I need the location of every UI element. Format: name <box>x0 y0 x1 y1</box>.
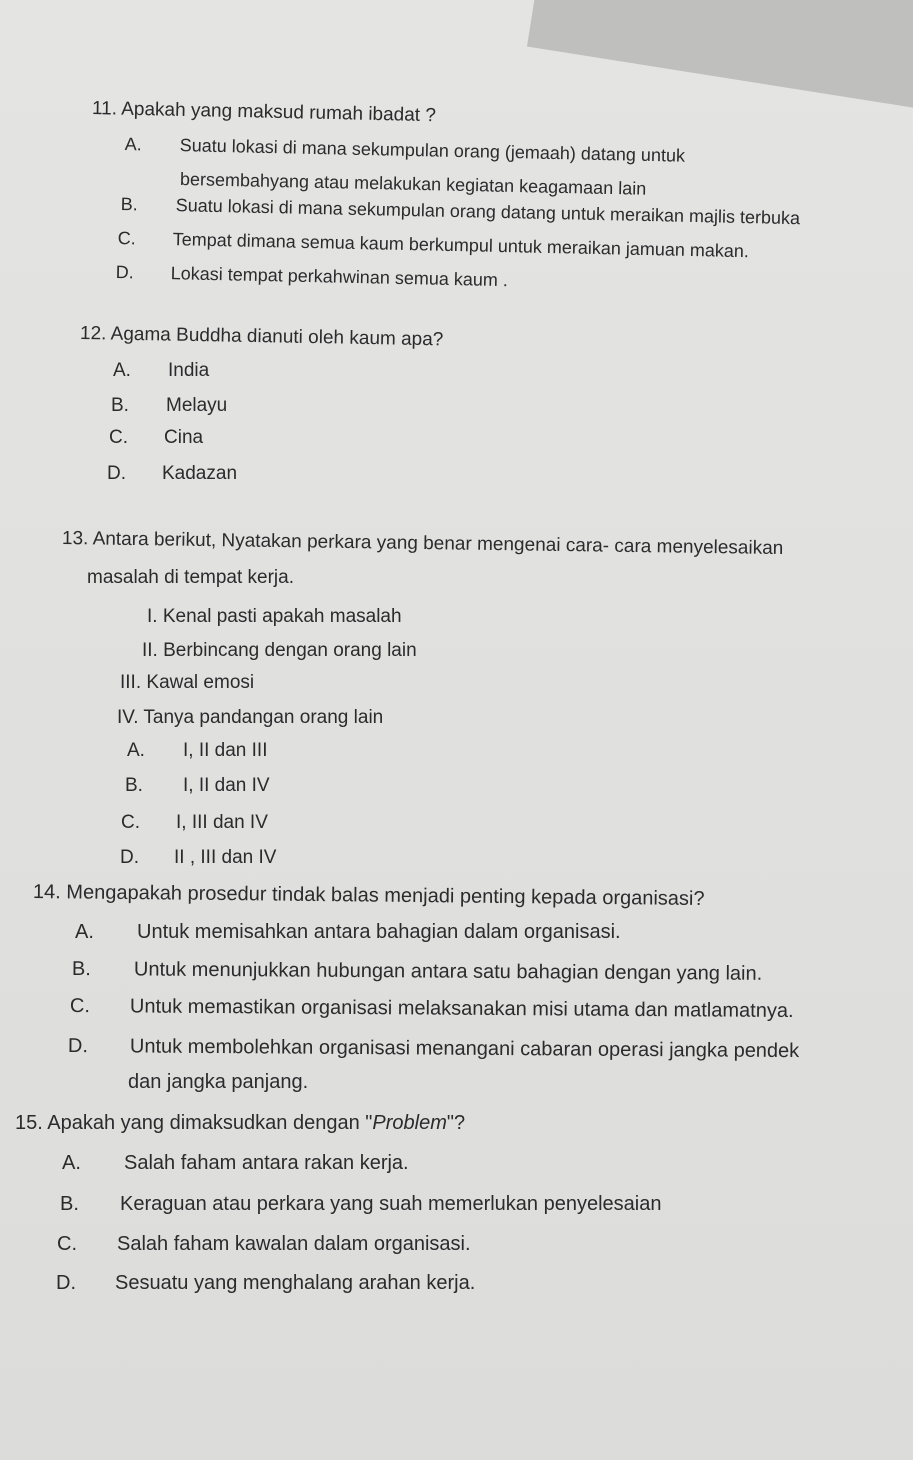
option-letter: A. <box>62 1152 81 1174</box>
background-corner <box>527 0 913 112</box>
option-letter: A. <box>113 360 131 381</box>
question-stem-start: 15. Apakah yang dimaksudkan dengan " <box>15 1112 373 1134</box>
option-letter: B. <box>71 958 91 981</box>
option-text: I, II dan III <box>183 740 268 761</box>
option-text: Keraguan atau perkara yang suah memerlukan penyelesaian <box>120 1193 662 1215</box>
option-text: Sesuatu yang menghalang arahan kerja. <box>115 1272 476 1294</box>
option-text: Untuk menunjukkan hubungan antara satu bahagian dengan yang lain. <box>133 958 763 985</box>
question-stem-emphasis: Problem <box>372 1112 447 1134</box>
option-text: Salah faham antara rakan kerja. <box>124 1152 409 1174</box>
question-stem-continued: masalah di tempat kerja. <box>87 567 294 588</box>
option-text: Cina <box>164 427 204 448</box>
question-stem: 12. Agama Buddha dianuti oleh kaum apa? <box>79 323 444 351</box>
option-letter: C. <box>57 1233 77 1255</box>
option-text: Melayu <box>166 395 228 416</box>
option-letter: B. <box>111 395 129 416</box>
option-letter: B. <box>60 1193 79 1215</box>
option-letter: D. <box>56 1272 76 1294</box>
question-stem: 14. Mengapakah prosedur tindak balas menjadi penting kepada organisasi? <box>32 881 705 911</box>
option-letter: B. <box>125 775 143 796</box>
option-letter: D. <box>107 463 126 484</box>
option-a-continued: bersembahyang atau melakukan kegiatan keagamaan lain <box>179 169 647 199</box>
statement-i: I. Kenal pasti apakah masalah <box>147 606 402 627</box>
option-text: Kadazan <box>162 463 238 484</box>
option-letter: B. <box>120 193 138 215</box>
option-text: Tempat dimana semua kaum berkumpul untuk meraikan jamuan makan. <box>172 229 750 262</box>
option-letter: C. <box>109 427 128 448</box>
option-letter: C. <box>117 227 136 249</box>
option-letter: D. <box>67 1035 88 1058</box>
question-stem-end: "? <box>446 1112 466 1134</box>
option-text: I, II dan IV <box>183 775 270 796</box>
option-letter: C. <box>69 995 90 1018</box>
option-text: India <box>168 360 210 381</box>
option-text: I, III dan IV <box>176 812 268 833</box>
question-stem <box>15 1112 465 1134</box>
question-stem: 13. Antara berikut, Nyatakan perkara yang benar mengenai cara- cara menyelesaikan <box>61 528 784 560</box>
option-letter: A. <box>75 921 94 943</box>
option-d-continued: dan jangka panjang. <box>128 1071 309 1093</box>
option-letter: D. <box>120 847 139 868</box>
option-letter: C. <box>121 812 140 833</box>
option-letter: A. <box>127 740 145 761</box>
option-text: Salah faham kawalan dalam organisasi. <box>117 1233 471 1255</box>
option-text: Suatu lokasi di mana sekumpulan orang (jemaah) datang untuk <box>179 135 686 166</box>
option-letter: A. <box>124 133 142 155</box>
option-text: Untuk memisahkan antara bahagian dalam organisasi. <box>137 921 621 943</box>
statement-iv: IV. Tanya pandangan orang lain <box>117 707 384 728</box>
option-text: Untuk memastikan organisasi melaksanakan misi utama dan matlamatnya. <box>129 995 794 1023</box>
option-text: Untuk membolehkan organisasi menangani cabaran operasi jangka pendek <box>129 1035 800 1063</box>
option-text: II , III dan IV <box>174 847 277 868</box>
statement-iii: III. Kawal emosi <box>120 672 255 693</box>
option-letter: D. <box>115 261 134 283</box>
option-text: Lokasi tempat perkahwinan semua kaum . <box>170 263 509 291</box>
statement-ii: II. Berbincang dengan orang lain <box>142 640 417 661</box>
option-text: Suatu lokasi di mana sekumpulan orang datang untuk meraikan majlis terbuka <box>175 195 801 229</box>
question-stem: 11. Apakah yang maksud rumah ibadat ? <box>91 98 437 127</box>
